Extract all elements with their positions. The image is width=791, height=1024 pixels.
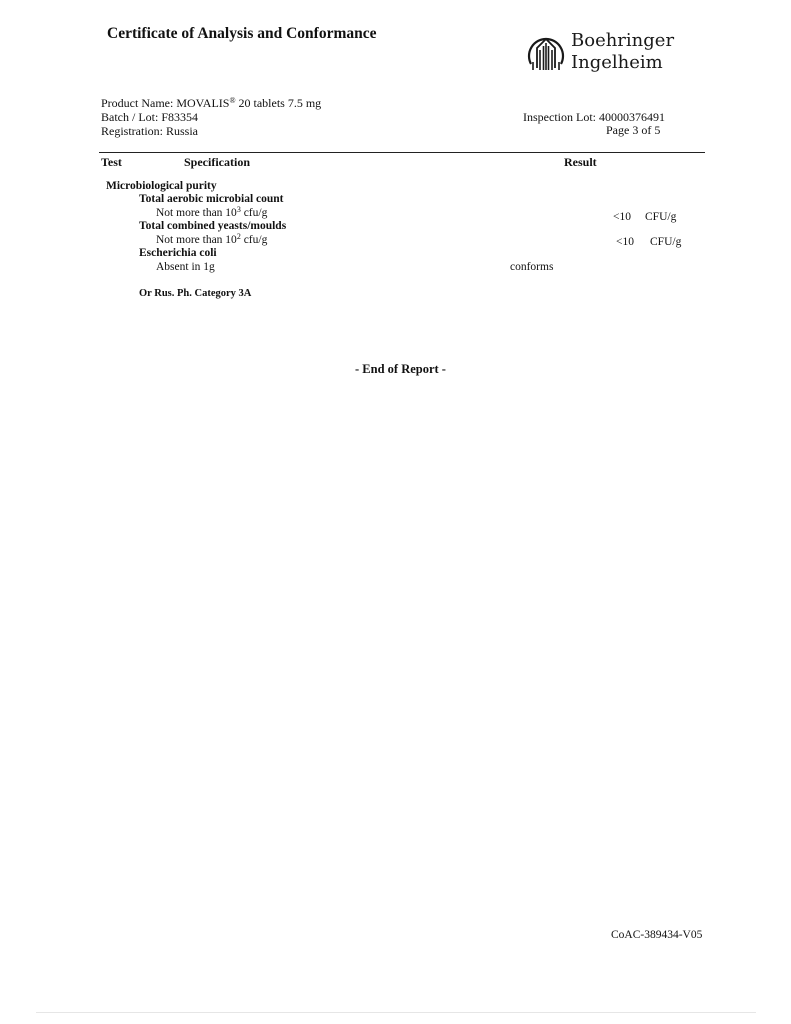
header-divider xyxy=(99,152,705,153)
result-unit: CFU/g xyxy=(645,211,677,223)
test-name: Total combined yeasts/moulds xyxy=(139,220,287,232)
result-value: <10 xyxy=(613,211,631,223)
logo-wordmark xyxy=(571,30,674,74)
test-name: Escherichia coli xyxy=(139,247,217,259)
page-edge-line xyxy=(36,1012,756,1013)
end-of-report: - End of Report - xyxy=(355,362,446,376)
boehringer-building-icon xyxy=(524,30,568,74)
registration: Registration: Russia xyxy=(101,124,198,138)
result-text: conforms xyxy=(510,261,554,273)
test-name: Total aerobic microbial count xyxy=(139,193,284,205)
page-number: Page 3 of 5 xyxy=(606,123,661,137)
inspection-lot: Inspection Lot: 40000376491 xyxy=(523,110,665,124)
logo-line-1: Boehringer xyxy=(571,30,675,51)
document-code: CoAC-389434-V05 xyxy=(611,929,703,941)
test-specification: Absent in 1g xyxy=(156,261,215,273)
company-logo xyxy=(524,30,674,78)
column-header-test: Test xyxy=(101,155,122,169)
product-name: Product Name: MOVALIS® 20 tablets 7.5 mg xyxy=(101,96,322,110)
test-specification: Not more than $10^3$ cfu/g xyxy=(156,205,268,219)
pharmacopoeia-note: Or Rus. Ph. Category 3A xyxy=(139,288,252,299)
test-specification: Not more than $10^2$ cfu/g xyxy=(156,232,268,246)
section-title: Microbiological purity xyxy=(106,180,217,192)
result-unit: CFU/g xyxy=(650,236,682,248)
document-title: Certificate of Analysis and Conformance xyxy=(107,25,377,42)
column-header-specification: Specification xyxy=(184,155,250,169)
logo-line-2: Ingelheim xyxy=(571,52,663,73)
batch-lot: Batch / Lot: F83354 xyxy=(101,110,198,124)
result-value: <10 xyxy=(616,236,634,248)
column-header-result: Result xyxy=(564,155,597,169)
